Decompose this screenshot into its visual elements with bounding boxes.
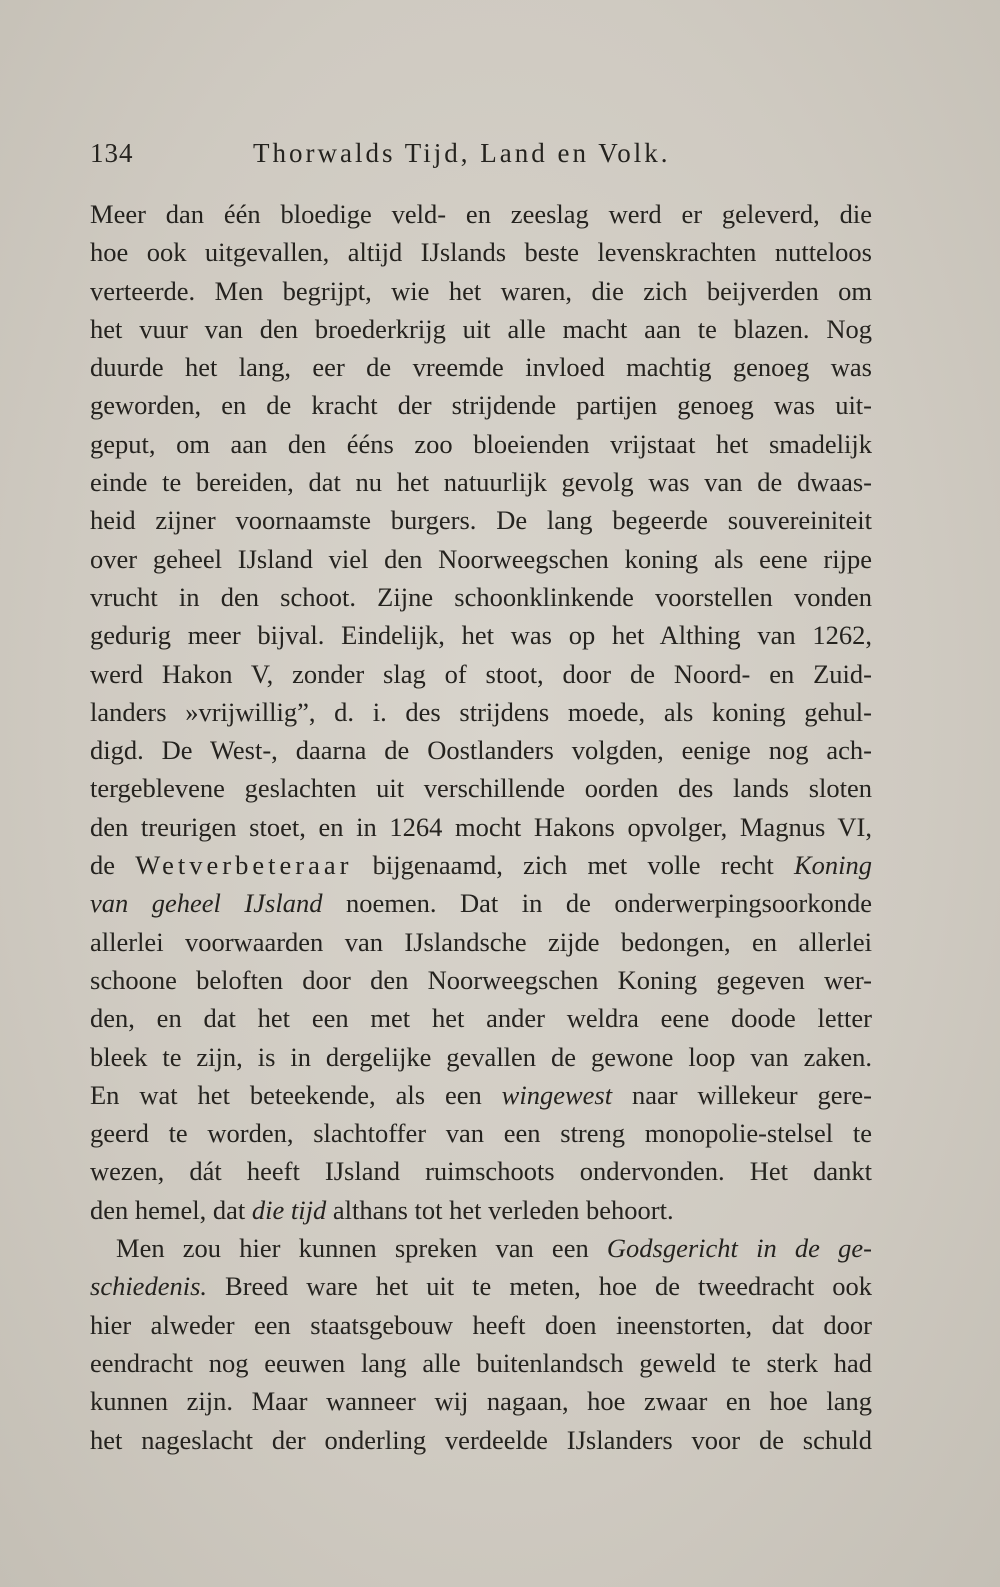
text-span: den, en dat het een met het ander weldra eene doode letter (90, 1003, 872, 1034)
text-line (90, 1152, 872, 1190)
text-span: hoe ook uitgevallen, altijd IJslands beste levenskrachten nutteloos (90, 237, 872, 268)
text-span: wezen, dát heeft IJsland ruimschoots ondervonden. Het dankt (90, 1156, 872, 1187)
text-line (90, 1076, 872, 1114)
text-line (90, 1191, 872, 1229)
text-span: de (90, 850, 136, 881)
text-span: einde te bereiden, dat nu het natuurlijk gevolg was van de dwaas- (90, 467, 872, 498)
text-line (90, 846, 872, 884)
text-line (90, 769, 872, 807)
text-line (90, 425, 872, 463)
text-span: noemen. Dat in de onderwerpingsoorkonde (322, 888, 872, 919)
italic-text: wingewest (501, 1079, 613, 1110)
text-span: althans tot het verleden behoort. (326, 1194, 674, 1225)
text-span: Breed ware het uit te meten, hoe de tweedracht ook (207, 1271, 872, 1302)
text-line (90, 310, 872, 348)
text-span: bleek te zijn, is in dergelijke gevallen de gewone loop van zaken. (90, 1041, 872, 1072)
text-span: heid zijner voornaamste burgers. De lang begeerde souvereiniteit (90, 505, 872, 536)
running-title: Thorwalds Tijd, Land en Volk. (253, 138, 671, 168)
text-line (90, 348, 872, 386)
text-span: gedurig meer bijval. Eindelijk, het was op het Althing van 1262, (90, 620, 872, 651)
italic-text: die tijd (251, 1194, 327, 1225)
text-line (90, 386, 872, 424)
italic-text: Godsgericht in de ge- (606, 1233, 872, 1264)
body-text (90, 195, 872, 1459)
text-line (90, 1229, 872, 1267)
text-line (90, 999, 872, 1037)
text-line (90, 1114, 872, 1152)
text-span: duurde het lang, eer de vreemde invloed machtig genoeg was (90, 352, 872, 383)
text-span: geerd te worden, slachtoffer van een streng monopolie-stelsel te (90, 1118, 872, 1149)
text-span: het vuur van den broederkrijg uit alle macht aan te blazen. Nog (90, 313, 872, 344)
text-line (90, 655, 872, 693)
text-span: allerlei voorwaarden van IJslandsche zijde bedongen, en allerlei (90, 926, 872, 957)
text-span: verteerde. Men begrijpt, wie het waren, die zich beijverden om (90, 275, 872, 306)
spaced-text: Wetverbeteraar (135, 850, 353, 881)
text-span: den treurigen stoet, en in 1264 mocht Hakons opvolger, Magnus VI, (90, 811, 872, 842)
text-span: over geheel IJsland viel den Noorweegschen koning als eene rijpe (90, 543, 872, 574)
text-span: kunnen zijn. Maar wanneer wij nagaan, hoe zwaar en hoe lang (90, 1386, 872, 1417)
text-span: hier alweder een staatsgebouw heeft doen ineenstorten, dat door (90, 1309, 872, 1340)
italic-text: Koning (793, 850, 873, 881)
text-line (90, 693, 872, 731)
text-span: eendracht nog eeuwen lang alle buitenlandsch geweld te sterk had (90, 1347, 872, 1378)
text-line (90, 884, 872, 922)
text-line (90, 1038, 872, 1076)
text-line (90, 923, 872, 961)
text-span: digd. De West-, daarna de Oostlanders volgden, eenige nog ach- (90, 735, 872, 766)
text-span: vrucht in den schoot. Zijne schoonklinkende voorstellen vonden (90, 581, 872, 612)
text-line (90, 1306, 872, 1344)
text-span: tergeblevene geslachten uit verschillende oorden des lands sloten (90, 773, 872, 804)
text-span: schoone beloften door den Noorweegschen Koning gegeven wer- (90, 964, 872, 995)
italic-text: van geheel IJsland (90, 888, 323, 919)
text-span: geput, om aan den ééns zoo bloeienden vrijstaat het smadelijk (90, 428, 872, 459)
text-span: Men zou hier kunnen spreken van een (116, 1233, 607, 1264)
text-span: werd Hakon V, zonder slag of stoot, door de Noord- en Zuid- (90, 658, 872, 689)
text-line (90, 1344, 872, 1382)
text-span: landers »vrijwillig”, d. i. des strijdens moede, als koning gehul- (90, 696, 872, 727)
text-span: het nageslacht der onderling verdeelde IJslanders voor de schuld (90, 1424, 872, 1455)
text-line (90, 808, 872, 846)
text-line (90, 272, 872, 310)
text-span: geworden, en de kracht der strijdende partijen genoeg was uit- (90, 390, 872, 421)
page-number: 134 (90, 138, 134, 168)
text-line (90, 1267, 872, 1305)
text-line (90, 1421, 872, 1459)
text-span: bijgenaamd, zich met volle recht (352, 850, 794, 881)
text-line (90, 578, 872, 616)
text-span: En wat het beteekende, als een (90, 1079, 502, 1110)
text-line (90, 961, 872, 999)
text-line (90, 616, 872, 654)
italic-text: schiedenis. (90, 1271, 208, 1302)
text-line (90, 195, 872, 233)
text-line (90, 540, 872, 578)
text-line (90, 1382, 872, 1420)
text-line (90, 463, 872, 501)
text-span: naar willekeur gere- (612, 1079, 872, 1110)
text-span: den hemel, dat (90, 1194, 252, 1225)
text-line (90, 501, 872, 539)
text-line (90, 731, 872, 769)
text-span: Meer dan één bloedige veld- en zeeslag werd er geleverd, die (90, 199, 872, 229)
text-line (90, 233, 872, 271)
page-header (90, 138, 870, 178)
